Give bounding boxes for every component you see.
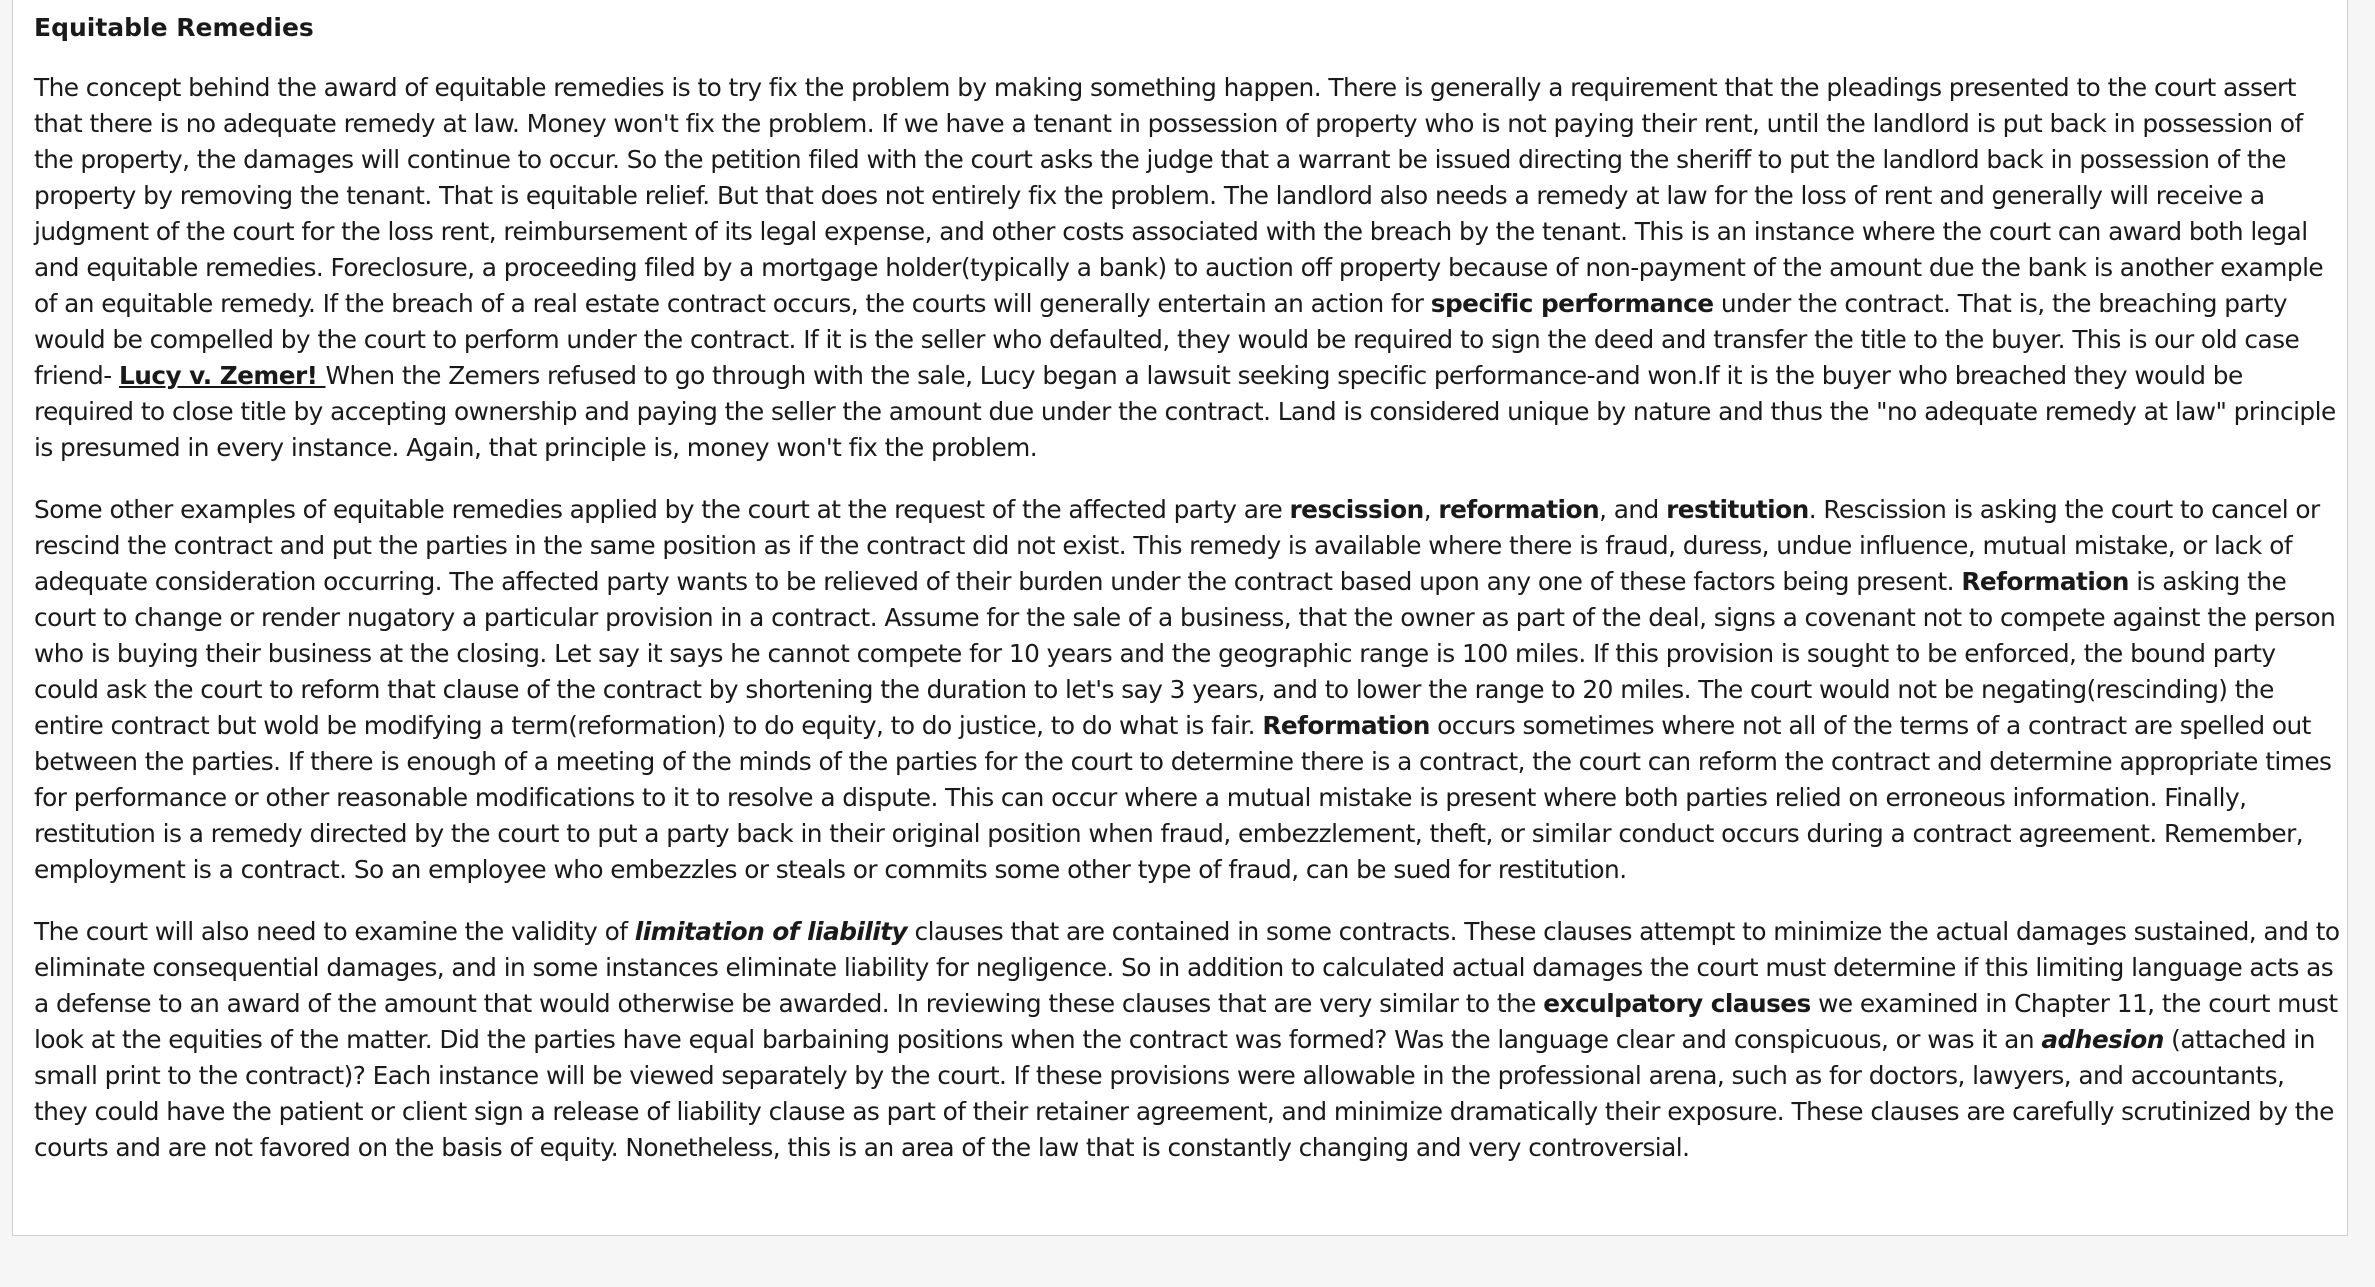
paragraph-container [34,70,2340,1166]
bold-term: rescission [1289,495,1424,524]
text-run: , and [1599,495,1667,524]
text-run: The concept behind the award of equitable remedies is to try fix the problem by making something happen. There is generally a requirement that the pleadings presented to the court assert that there is no adequate remedy at law. Money won't fix the problem. If we have a tenant in possession of property who is not paying their rent, until the landlord is put back in possession of the property, the damages will continue to occur. So the petition filed with the court asks the judge that a warrant be issued directing the sheriff to put the landlord back in possession of the property by removing the tenant. That is equitable relief. But that does not entirely fix the problem. The landlord also needs a remedy at law for the loss of rent and generally will receive a judgment of the court for the loss rent, reimbursement of its legal expense, and other costs associated with the breach by the tenant. This is an instance where the court can award both legal and equitable remedies. Foreclosure, a proceeding filed by a mortgage holder(typically a bank) to auction off property because of non-payment of the amount due the bank is another example of an equitable remedy. If the breach of a real estate contract occurs, the courts will generally entertain an action for [34,73,2324,318]
text-run: Some other examples of equitable remedies applied by the court at the request of the affected party are [34,495,1290,524]
text-run: occurs sometimes where not all of the terms of a contract are spelled out between the parties. If there is enough of a meeting of the minds of the parties for the court to determine there is a contract, the court can reform the contract and determine appropriate times for performance or other reasonable modifications to it to resolve a dispute. This can occur where a mutual mistake is present where both parties relied on erroneous information. Finally, restitution is a remedy directed by the court to put a party back in their original position when fraud, embezzlement, theft, or similar conduct occurs during a contract agreement. Remember, employment is a contract. So an employee who embezzles or steals or commits some other type of fraud, can be sued for restitution. [34,711,2332,884]
bold-italic-term: adhesion [2041,1025,2164,1054]
bold-term: specific performance [1430,289,1714,318]
text-run: When the Zemers refused to go through with the sale, Lucy began a lawsuit seeking specific performance-and won.If it is the buyer who breached they would be required to close title by accepting ownership and paying the seller the amount due under the contract. Land is considered unique by nature and thus the "no adequate remedy at law" principle is presumed in every instance. Again, that principle is, money won't fix the problem. [34,361,2336,462]
content-panel [12,0,2348,1236]
paragraph [34,492,2340,888]
bold-term: Reformation [1262,711,1430,740]
paragraph [34,70,2340,466]
paragraph [34,914,2340,1166]
text-run: under the contract. That is, the breaching party would be compelled by the court to perform under the contract. If it is the seller who defaulted, they would be required to sign the deed and transfer the title to the buyer. This is our old case friend- [34,289,2300,390]
bold-term: Reformation [1961,567,2129,596]
text-run: ( [2163,1025,2181,1054]
case-link[interactable]: Lucy v. Zemer! [118,361,326,390]
text-run: we examined in Chapter 11, the court must look at the equities of the matter. Did the parties have equal barbaining positions when the contract was formed? Was the language clear and conspicuous, or was it an [34,989,2338,1054]
text-run: The court will also need to examine the validity of [34,917,635,946]
page-title: Equitable Remedies [34,13,314,42]
text-run: , [1423,495,1439,524]
bold-term: restitution [1666,495,1809,524]
article-body [34,10,2340,1192]
text-run: attached in small print to the contract)? Each instance will be viewed separately by the court. If these provisions were allowable in the professional arena, such as for doctors, lawyers, and accountants, they could have the patient or client sign a release of liability clause as part of their retainer agreement, and minimize dramatically their exposure. These clauses are carefully scrutinized by the courts and are not favored on the basis of equity. Nonetheless, this is an area of the law that is constantly changing and very controversial. [34,1025,2334,1162]
text-run: . Rescission is asking the court to cancel or rescind the contract and put the parties in the same position as if the contract did not exist. This remedy is available where there is fraud, duress, undue influence, mutual mistake, or lack of adequate consideration occurring. The affected party wants to be relieved of their burden under the contract based upon any one of these factors being present. [34,495,2320,596]
bold-italic-term: limitation of liability [634,917,908,946]
bold-term: exculpatory clauses [1543,989,1811,1018]
bold-term: reformation [1438,495,1600,524]
text-run: is asking the court to change or render nugatory a particular provision in a contract. Assume for the sale of a business, that the owner as part of the deal, signs a covenant not to compete against the person who is buying their business at the closing. Let say it says he cannot compete for 10 years and the geographic range is 100 miles. If this provision is sought to be enforced, the bound party could ask the court to reform that clause of the contract by shortening the duration to let's say 3 years, and to lower the range to 20 miles. The court would not be negating(rescinding) the entire contract but wold be modifying a term(reformation) to do equity, to do justice, to do what is fair. [34,567,2336,740]
text-run: clauses that are contained in some contracts. These clauses attempt to minimize the actual damages sustained, and to eliminate consequential damages, and in some instances eliminate liability for negligence. So in addition to calculated actual damages the court must determine if this limiting language acts as a defense to an award of the amount that would otherwise be awarded. In reviewing these clauses that are very similar to the [34,917,2340,1018]
